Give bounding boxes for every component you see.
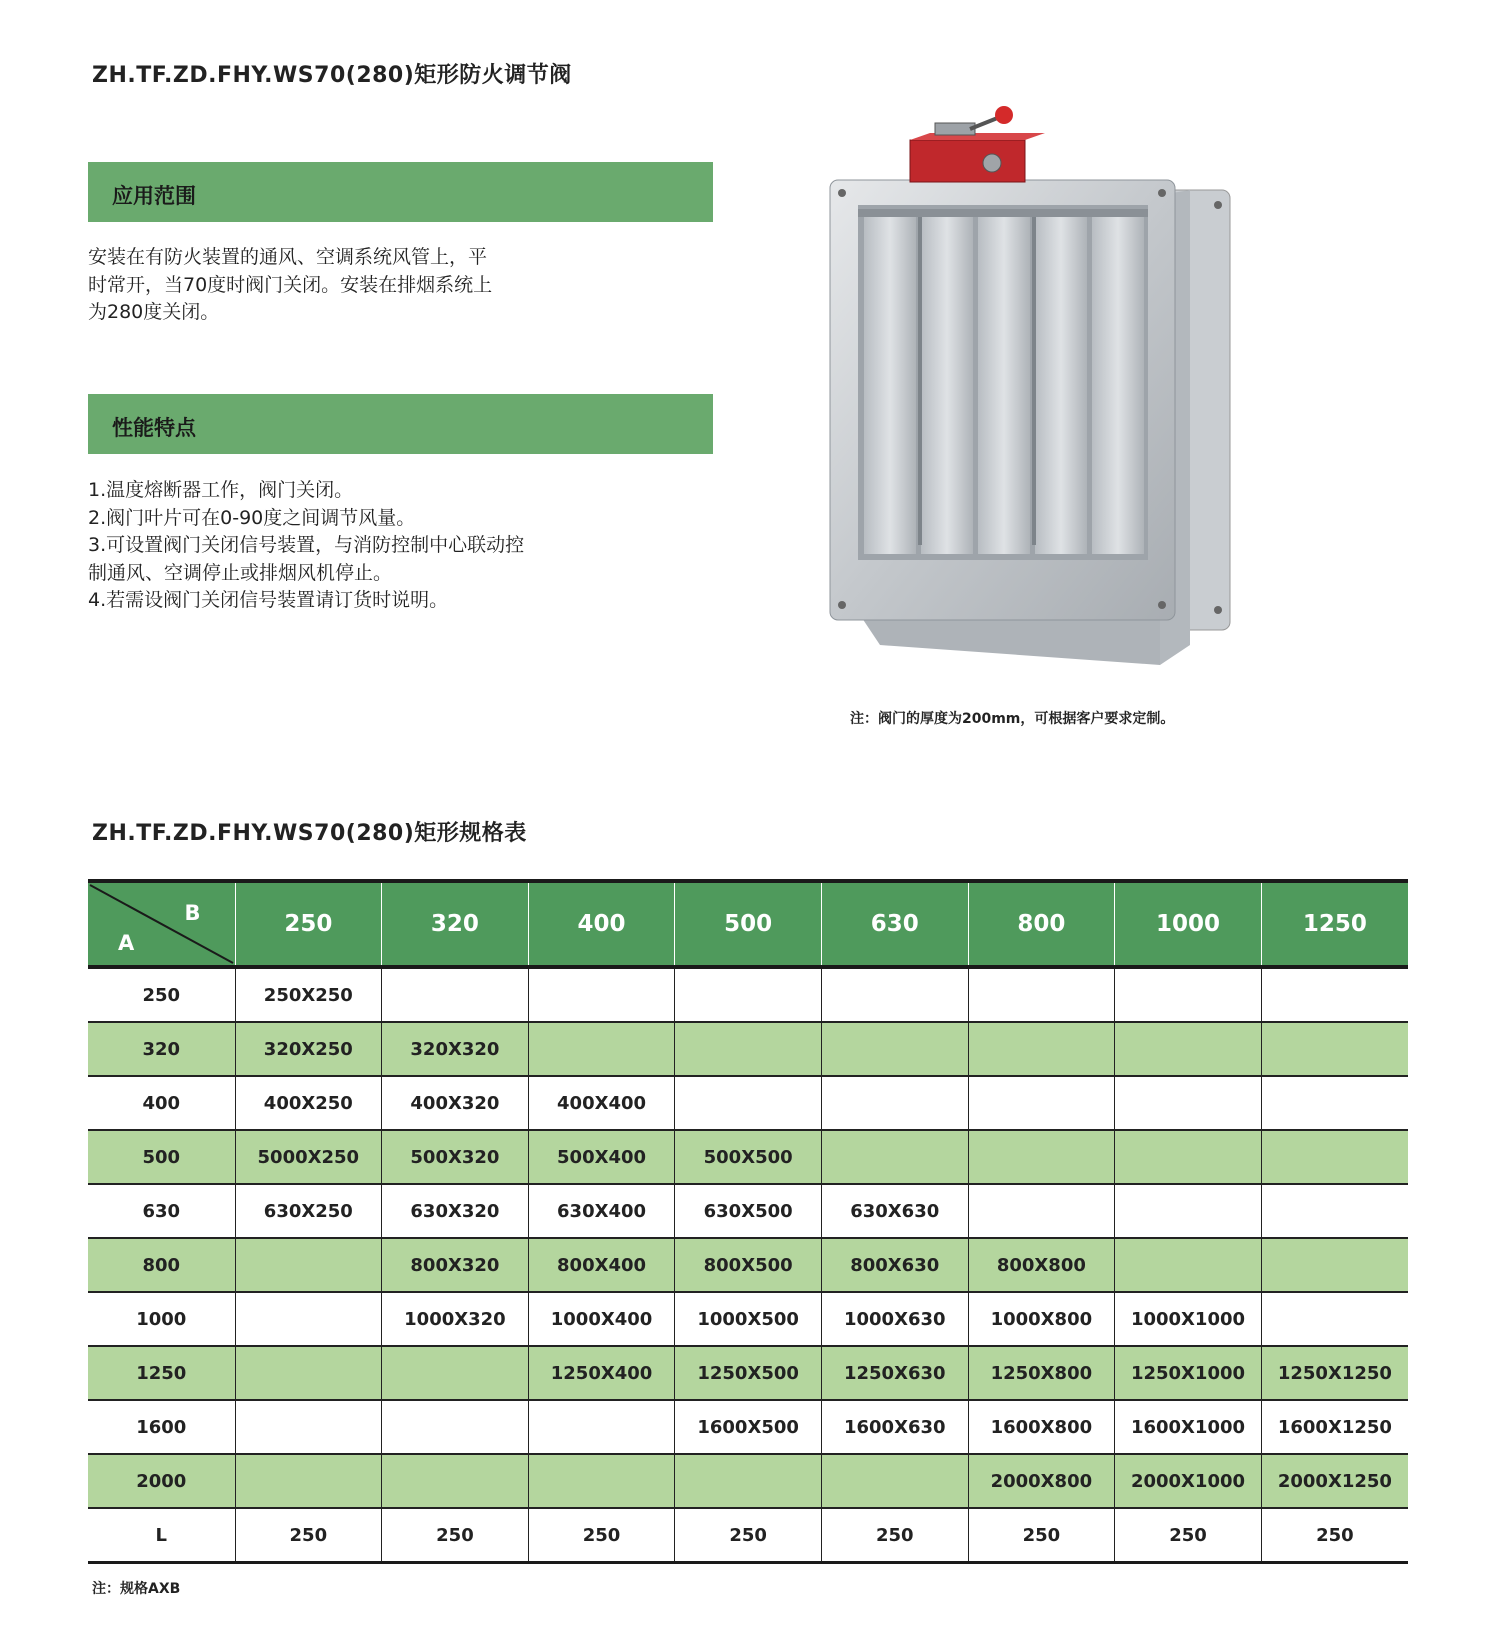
table-row	[88, 1184, 1408, 1238]
row-header-a: 2000	[88, 1454, 235, 1508]
table-cell	[382, 1346, 529, 1400]
corner-b-label: B	[184, 901, 201, 925]
column-header-b-800: 800	[968, 881, 1115, 967]
flange-hole	[1214, 201, 1222, 209]
table-cell: 250	[235, 1508, 382, 1563]
table-cell	[1261, 1076, 1408, 1130]
table-row	[88, 1076, 1408, 1130]
table-cell	[528, 1400, 675, 1454]
table-cell: 630X320	[382, 1184, 529, 1238]
column-header-b-1000: 1000	[1115, 881, 1262, 967]
table-row	[88, 967, 1408, 1022]
table-cell: 1600X800	[968, 1400, 1115, 1454]
table-cell: 2000X1250	[1261, 1454, 1408, 1508]
table-cell	[1115, 1076, 1262, 1130]
table-cell	[821, 1130, 968, 1184]
table-cell: 800X800	[968, 1238, 1115, 1292]
row-header-a: 1600	[88, 1400, 235, 1454]
table-cell: 1000X1000	[1115, 1292, 1262, 1346]
features-section-header	[88, 394, 713, 454]
table-cell: 250	[1115, 1508, 1262, 1563]
application-heading: 应用范围	[112, 184, 196, 208]
table-cell: 250	[1261, 1508, 1408, 1563]
linkage-rod	[1032, 215, 1036, 545]
table-header-row	[88, 881, 1408, 967]
table-cell	[1115, 967, 1262, 1022]
table-cell: 1250X500	[675, 1346, 822, 1400]
table-cell	[968, 1022, 1115, 1076]
table-row	[88, 1400, 1408, 1454]
row-header-a: L	[88, 1508, 235, 1563]
table-cell	[528, 1454, 675, 1508]
spec-table-wrap	[88, 879, 1408, 1564]
table-cell: 500X320	[382, 1130, 529, 1184]
table-cell: 1600X1000	[1115, 1400, 1262, 1454]
handle-knob	[995, 106, 1013, 124]
row-header-a: 1000	[88, 1292, 235, 1346]
table-row	[88, 1346, 1408, 1400]
application-line: 安装在有防火装置的通风、空调系统风管上，平	[88, 246, 488, 268]
table-row	[88, 1508, 1408, 1563]
table-cell: 1250X400	[528, 1346, 675, 1400]
actuator-socket	[983, 154, 1001, 172]
table-cell	[1261, 967, 1408, 1022]
table-cell	[528, 1022, 675, 1076]
table-cell	[675, 967, 822, 1022]
table-cell	[1115, 1022, 1262, 1076]
table-cell: 320X320	[382, 1022, 529, 1076]
feature-line: 4.若需设阀门关闭信号装置请订货时说明。	[88, 589, 449, 611]
table-row	[88, 1292, 1408, 1346]
table-cell: 800X500	[675, 1238, 822, 1292]
table-cell	[382, 967, 529, 1022]
application-text	[88, 244, 492, 327]
row-header-a: 1250	[88, 1346, 235, 1400]
page-title: ZH.TF.ZD.FHY.WS70(280)矩形防火调节阀	[92, 63, 572, 88]
feature-line: 2.阀门叶片可在0-90度之间调节风量。	[88, 506, 416, 529]
table-cell: 250	[382, 1508, 529, 1563]
features-heading: 性能特点	[112, 416, 196, 440]
application-line: 时常开，当70度时阀门关闭。安装在排烟系统上	[88, 273, 493, 296]
table-cell: 630X400	[528, 1184, 675, 1238]
table-row	[88, 1454, 1408, 1508]
actuator-top	[910, 133, 1045, 140]
feature-line: 3.可设置阀门关闭信号装置，与消防控制中心联动控	[88, 534, 525, 556]
table-cell	[1261, 1238, 1408, 1292]
table-cell	[968, 967, 1115, 1022]
table-cell	[235, 1292, 382, 1346]
table-cell: 250	[675, 1508, 822, 1563]
table-cell: 400X320	[382, 1076, 529, 1130]
table-cell: 400X250	[235, 1076, 382, 1130]
table-cell	[382, 1400, 529, 1454]
table-cell	[382, 1454, 529, 1508]
table-cell	[821, 1454, 968, 1508]
table-cell	[528, 967, 675, 1022]
flange-hole	[838, 601, 846, 609]
table-cell: 1000X500	[675, 1292, 822, 1346]
feature-line: 1.温度熔断器工作，阀门关闭。	[88, 479, 354, 501]
row-header-a: 630	[88, 1184, 235, 1238]
table-cell	[675, 1022, 822, 1076]
table-cell: 630X630	[821, 1184, 968, 1238]
column-header-b-500: 500	[675, 881, 822, 967]
table-cell	[1261, 1130, 1408, 1184]
table-cell: 1250X1000	[1115, 1346, 1262, 1400]
column-header-b-320: 320	[382, 881, 529, 967]
table-cell	[1261, 1184, 1408, 1238]
table-cell	[968, 1130, 1115, 1184]
table-cell: 1000X630	[821, 1292, 968, 1346]
table-cell	[675, 1454, 822, 1508]
table-cell: 1250X1250	[1261, 1346, 1408, 1400]
flange-hole	[838, 189, 846, 197]
blade	[921, 209, 973, 554]
table-cell	[968, 1076, 1115, 1130]
table-row	[88, 1130, 1408, 1184]
table-cell: 500X500	[675, 1130, 822, 1184]
flange-hole	[1214, 606, 1222, 614]
column-header-b-400: 400	[528, 881, 675, 967]
table-footnote: 注：规格AXB	[92, 1581, 181, 1597]
table-cell: 250	[528, 1508, 675, 1563]
table-cell	[968, 1184, 1115, 1238]
table-cell: 2000X800	[968, 1454, 1115, 1508]
blade	[864, 209, 916, 554]
flange-hole	[1158, 601, 1166, 609]
table-cell: 250	[821, 1508, 968, 1563]
table-cell: 1000X400	[528, 1292, 675, 1346]
table-cell	[235, 1238, 382, 1292]
corner-a-label: A	[118, 931, 135, 955]
table-cell	[235, 1400, 382, 1454]
row-header-a: 320	[88, 1022, 235, 1076]
table-row	[88, 1238, 1408, 1292]
actuator-box	[910, 140, 1025, 182]
row-header-a: 500	[88, 1130, 235, 1184]
corner-cell	[88, 881, 235, 967]
table-cell	[235, 1346, 382, 1400]
application-line: 为280度关闭。	[88, 301, 220, 323]
row-header-a: 400	[88, 1076, 235, 1130]
table-cell	[1261, 1022, 1408, 1076]
linkage-rod	[918, 215, 922, 545]
photo-note: 注：阀门的厚度为200mm，可根据客户要求定制。	[850, 711, 1175, 727]
table-cell: 1250X630	[821, 1346, 968, 1400]
table-cell	[821, 1076, 968, 1130]
table-cell: 500X400	[528, 1130, 675, 1184]
table-cell: 250	[968, 1508, 1115, 1563]
fire-damper-photo	[820, 105, 1240, 685]
blade	[1092, 209, 1144, 554]
table-cell: 1600X1250	[1261, 1400, 1408, 1454]
table-cell: 800X630	[821, 1238, 968, 1292]
spec-table-body	[88, 967, 1408, 1563]
top-bar	[858, 209, 1148, 217]
table-cell: 5000X250	[235, 1130, 382, 1184]
table-cell	[821, 967, 968, 1022]
table-cell: 1000X320	[382, 1292, 529, 1346]
table-cell: 630X500	[675, 1184, 822, 1238]
row-header-a: 800	[88, 1238, 235, 1292]
blade	[1035, 209, 1087, 554]
spec-table	[88, 879, 1408, 1564]
table-cell	[1115, 1238, 1262, 1292]
table-cell	[1261, 1292, 1408, 1346]
table-title: ZH.TF.ZD.FHY.WS70(280)矩形规格表	[92, 821, 527, 846]
table-cell: 320X250	[235, 1022, 382, 1076]
application-section-header	[88, 162, 713, 222]
table-cell: 400X400	[528, 1076, 675, 1130]
table-cell: 630X250	[235, 1184, 382, 1238]
table-cell: 2000X1000	[1115, 1454, 1262, 1508]
table-cell: 1600X630	[821, 1400, 968, 1454]
table-cell	[821, 1022, 968, 1076]
table-cell: 800X320	[382, 1238, 529, 1292]
table-cell: 1000X800	[968, 1292, 1115, 1346]
flange-hole	[1158, 189, 1166, 197]
features-text	[88, 477, 524, 615]
blade	[978, 209, 1030, 554]
table-cell	[235, 1454, 382, 1508]
table-cell: 1600X500	[675, 1400, 822, 1454]
column-header-b-1250: 1250	[1261, 881, 1408, 967]
column-header-b-630: 630	[821, 881, 968, 967]
row-header-a: 250	[88, 967, 235, 1022]
table-cell	[675, 1076, 822, 1130]
column-header-b-250: 250	[235, 881, 382, 967]
table-cell: 1250X800	[968, 1346, 1115, 1400]
corner-diagonal	[88, 883, 235, 965]
table-cell: 250X250	[235, 967, 382, 1022]
table-cell	[1115, 1184, 1262, 1238]
actuator-handle	[935, 123, 975, 135]
table-cell	[1115, 1130, 1262, 1184]
feature-line: 制通风、空调停止或排烟风机停止。	[88, 561, 393, 584]
table-cell: 800X400	[528, 1238, 675, 1292]
table-row	[88, 1022, 1408, 1076]
